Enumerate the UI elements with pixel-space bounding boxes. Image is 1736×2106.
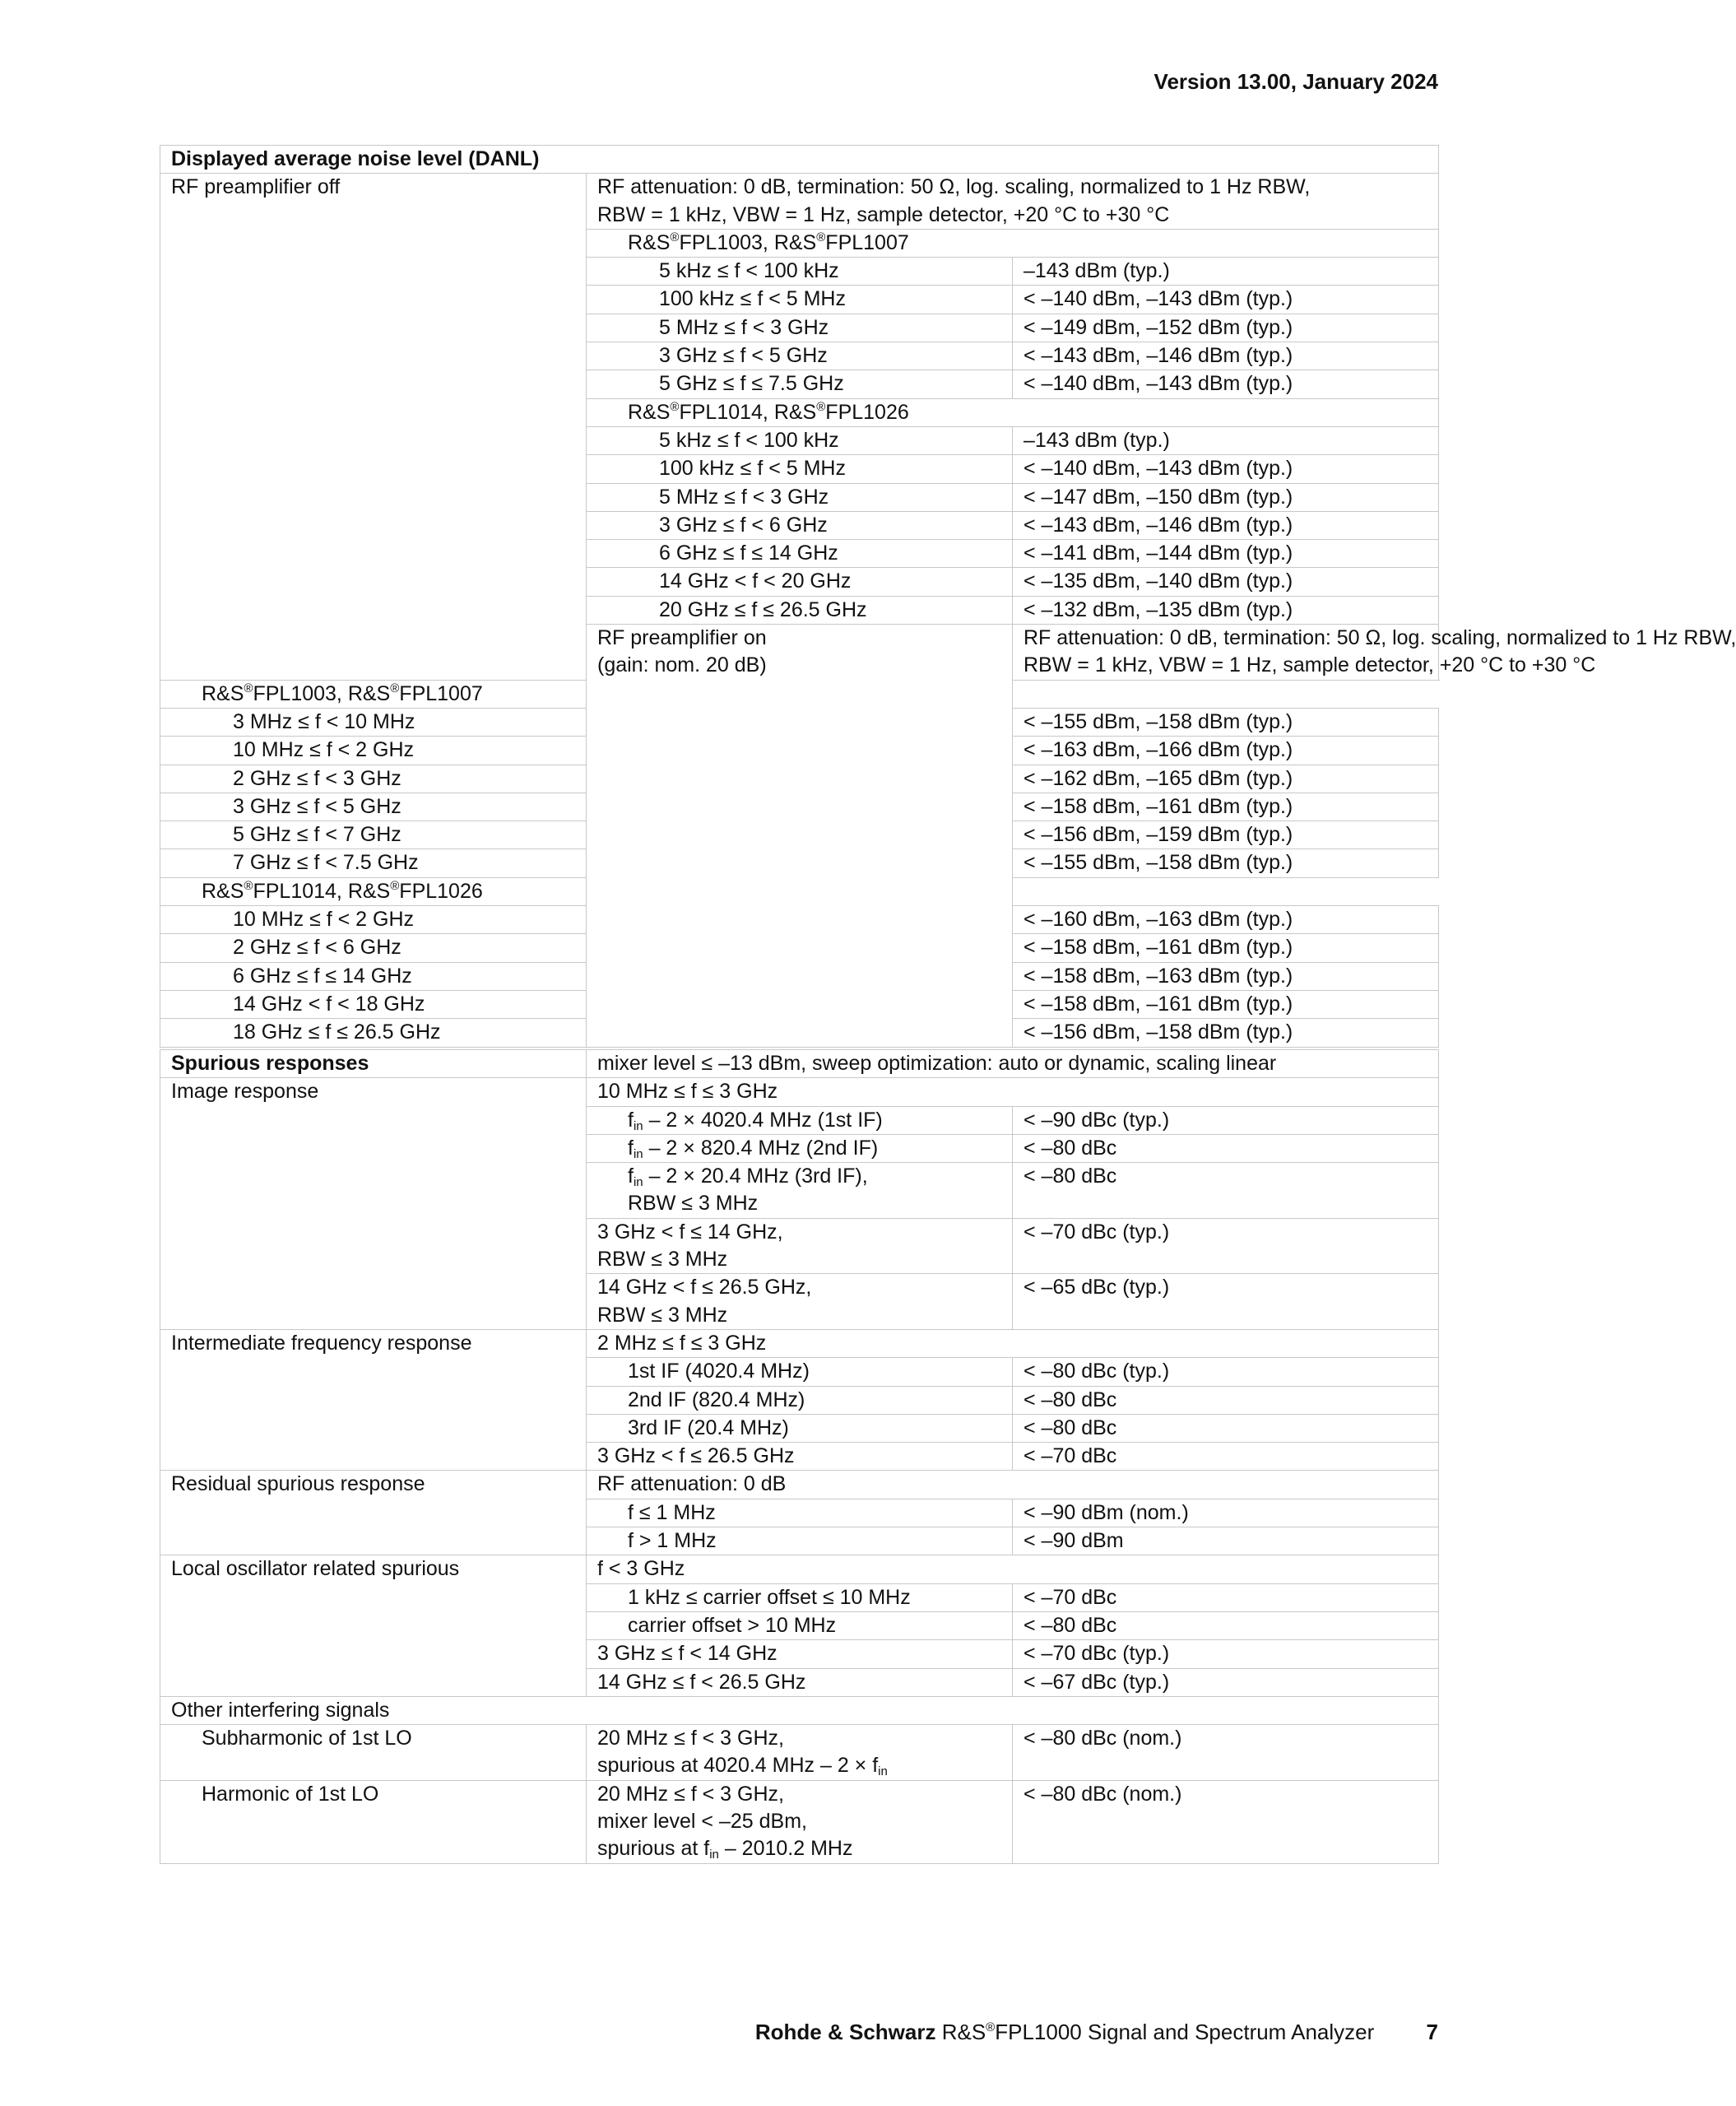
range-cell: 6 GHz ≤ f ≤ 14 GHz	[587, 540, 1013, 568]
range-cell: 20 MHz ≤ f < 3 GHz, spurious at 4020.4 MHz – $2 \times f_{in}$	[587, 1725, 1013, 1781]
value-cell: < –90 dBm	[1013, 1527, 1439, 1555]
preamp-on-label: RF preamplifier on (gain: nom. 20 dB)	[587, 625, 1013, 1047]
value-cell: < –80 dBc	[1013, 1386, 1439, 1414]
range-cell: 1 kHz ≤ carrier offset ≤ 10 MHz	[587, 1583, 1013, 1611]
range-cell: 10 MHz ≤ f < 2 GHz	[160, 906, 587, 934]
value-cell: < –80 dBc	[1013, 1414, 1439, 1442]
value-cell: < –149 dBm, –152 dBm (typ.)	[1013, 314, 1439, 342]
value-cell: < –147 dBm, –150 dBm (typ.)	[1013, 483, 1439, 511]
subharmonic-label: Subharmonic of 1st LO	[160, 1725, 587, 1781]
value-cell: < –162 dBm, –165 dBm (typ.)	[1013, 765, 1439, 793]
value-cell: –143 dBm (typ.)	[1013, 426, 1439, 454]
value-cell: < –65 dBc (typ.)	[1013, 1274, 1439, 1330]
value-cell: < –70 dBc	[1013, 1443, 1439, 1471]
value-cell: < –155 dBm, –158 dBm (typ.)	[1013, 849, 1439, 877]
value-cell: < –80 dBc (nom.)	[1013, 1725, 1439, 1781]
value-cell: < –67 dBc (typ.)	[1013, 1668, 1439, 1696]
value-cell: < –155 dBm, –158 dBm (typ.)	[1013, 708, 1439, 736]
range-cell: 7 GHz ≤ f < 7.5 GHz	[160, 849, 587, 877]
range-cell: 3 GHz < f ≤ 26.5 GHz	[587, 1443, 1013, 1471]
range-cell: 2nd IF (820.4 MHz)	[587, 1386, 1013, 1414]
model-group-label: R&S®FPL1003, R&S®FPL1007	[587, 229, 1439, 257]
value-cell: < –158 dBm, –161 dBm (typ.)	[1013, 793, 1439, 821]
page-number: 7	[1426, 2020, 1438, 2044]
value-cell: < –80 dBc	[1013, 1163, 1439, 1219]
footer-product: R&S®FPL1000 Signal and Spectrum Analyzer	[941, 2020, 1375, 2044]
table-row	[160, 1696, 1439, 1724]
preamp-on-conditions: RF attenuation: 0 dB, termination: 50 Ω, log. scaling, normalized to 1 Hz RBW, RBW = 1 kHz, VBW = 1 Hz, sample detector, +20 °C to +30 °C	[1013, 625, 1439, 681]
other-interfering-label: Other interfering signals	[160, 1696, 1439, 1724]
range-cell: 1st IF (4020.4 MHz)	[587, 1358, 1013, 1386]
value-cell: < –158 dBm, –161 dBm (typ.)	[1013, 934, 1439, 962]
image-response-label: Image response	[160, 1078, 587, 1330]
range-cell: 3rd IF (20.4 MHz)	[587, 1414, 1013, 1442]
range-cell: $f_{in} - 2 \times 4020.4$ MHz (1st IF)	[587, 1106, 1013, 1134]
value-cell: < –160 dBm, –163 dBm (typ.)	[1013, 906, 1439, 934]
table-row	[160, 1050, 1439, 1078]
range-cell: $f_{in} - 2 \times 820.4$ MHz (2nd IF)	[587, 1134, 1013, 1162]
range-cell: 5 MHz ≤ f < 3 GHz	[587, 483, 1013, 511]
range-cell: 3 GHz ≤ f < 14 GHz	[587, 1640, 1013, 1668]
page-footer	[755, 2020, 1438, 2045]
range-cell: f ≤ 1 MHz	[587, 1499, 1013, 1527]
range-cell: 10 MHz ≤ f ≤ 3 GHz	[587, 1078, 1439, 1106]
value-cell: < –158 dBm, –163 dBm (typ.)	[1013, 962, 1439, 990]
table-row	[160, 877, 1439, 905]
value-cell: < –156 dBm, –159 dBm (typ.)	[1013, 821, 1439, 849]
preamp-off-label: RF preamplifier off	[160, 174, 587, 680]
range-cell: 5 kHz ≤ f < 100 kHz	[587, 426, 1013, 454]
model-group-label: R&S®FPL1003, R&S®FPL1007	[160, 680, 1013, 708]
if-response-label: Intermediate frequency response	[160, 1329, 587, 1470]
table-row	[160, 1078, 1439, 1106]
danl-title: Displayed average noise level (DANL)	[160, 146, 1439, 174]
value-cell: < –80 dBc	[1013, 1611, 1439, 1639]
value-cell: < –70 dBc (typ.)	[1013, 1218, 1439, 1274]
range-cell: 2 MHz ≤ f ≤ 3 GHz	[587, 1329, 1439, 1357]
range-cell: 5 GHz ≤ f < 7 GHz	[160, 821, 587, 849]
value-cell: < –163 dBm, –166 dBm (typ.)	[1013, 737, 1439, 765]
value-cell: < –80 dBc (typ.)	[1013, 1358, 1439, 1386]
table-row	[160, 1555, 1439, 1583]
value-cell: < –141 dBm, –144 dBm (typ.)	[1013, 540, 1439, 568]
table-row	[160, 1471, 1439, 1499]
value-cell: < –140 dBm, –143 dBm (typ.)	[1013, 286, 1439, 314]
range-cell: 3 GHz ≤ f < 5 GHz	[160, 793, 587, 821]
range-cell: 6 GHz ≤ f ≤ 14 GHz	[160, 962, 587, 990]
range-cell: 5 GHz ≤ f ≤ 7.5 GHz	[587, 370, 1013, 398]
range-cell: 14 GHz < f < 20 GHz	[587, 568, 1013, 596]
danl-table	[160, 145, 1736, 1048]
value-cell: < –90 dBm (nom.)	[1013, 1499, 1439, 1527]
spurious-title: Spurious responses	[160, 1050, 587, 1078]
value-cell: –143 dBm (typ.)	[1013, 258, 1439, 286]
range-cell: 20 MHz ≤ f < 3 GHz, mixer level < –25 dBm, spurious at $f_{in} - 2010.2$ MHz	[587, 1780, 1013, 1863]
model-group-label: R&S®FPL1014, R&S®FPL1026	[587, 398, 1439, 426]
table-row	[160, 1725, 1439, 1781]
range-cell: carrier offset > 10 MHz	[587, 1611, 1013, 1639]
spurious-table	[160, 1049, 1439, 1864]
range-cell: 5 kHz ≤ f < 100 kHz	[587, 258, 1013, 286]
version-header: Version 13.00, January 2024	[1153, 69, 1438, 94]
range-cell: 3 GHz ≤ f < 6 GHz	[587, 511, 1013, 539]
value-cell: < –80 dBc (nom.)	[1013, 1780, 1439, 1863]
value-cell: < –80 dBc	[1013, 1134, 1439, 1162]
range-cell: 5 MHz ≤ f < 3 GHz	[587, 314, 1013, 342]
footer-brand: Rohde & Schwarz	[754, 2020, 936, 2044]
value-cell: < –90 dBc (typ.)	[1013, 1106, 1439, 1134]
range-cell: 14 GHz < f < 18 GHz	[160, 990, 587, 1018]
value-cell: < –140 dBm, –143 dBm (typ.)	[1013, 455, 1439, 483]
lo-spurious-label: Local oscillator related spurious	[160, 1555, 587, 1696]
value-cell: < –143 dBm, –146 dBm (typ.)	[1013, 511, 1439, 539]
residual-spurious-label: Residual spurious response	[160, 1471, 587, 1555]
range-cell: 2 GHz ≤ f < 6 GHz	[160, 934, 587, 962]
value-cell: < –156 dBm, –158 dBm (typ.)	[1013, 1019, 1439, 1047]
range-cell: 100 kHz ≤ f < 5 MHz	[587, 455, 1013, 483]
table-row	[160, 1780, 1439, 1863]
spurious-conditions: mixer level ≤ –13 dBm, sweep optimization: auto or dynamic, scaling linear	[587, 1050, 1439, 1078]
harmonic-label: Harmonic of 1st LO	[160, 1780, 587, 1863]
table-row	[160, 680, 1439, 708]
range-cell: 14 GHz ≤ f < 26.5 GHz	[587, 1668, 1013, 1696]
range-cell: $f_{in} - 2 \times 20.4$ MHz (3rd IF), RBW ≤ 3 MHz	[587, 1163, 1013, 1219]
range-cell: RF attenuation: 0 dB	[587, 1471, 1439, 1499]
range-cell: f > 1 MHz	[587, 1527, 1013, 1555]
table-row	[160, 1329, 1439, 1357]
value-cell: < –70 dBc (typ.)	[1013, 1640, 1439, 1668]
table-row	[160, 146, 1439, 174]
range-cell: 3 GHz < f ≤ 14 GHz, RBW ≤ 3 MHz	[587, 1218, 1013, 1274]
preamp-off-conditions: RF attenuation: 0 dB, termination: 50 Ω, log. scaling, normalized to 1 Hz RBW, RBW = 1 kHz, VBW = 1 Hz, sample detector, +20 °C to +30 °C	[587, 174, 1439, 230]
range-cell: 18 GHz ≤ f ≤ 26.5 GHz	[160, 1019, 587, 1047]
range-cell: 3 MHz ≤ f < 10 MHz	[160, 708, 587, 736]
range-cell: 20 GHz ≤ f ≤ 26.5 GHz	[587, 596, 1013, 624]
value-cell: < –132 dBm, –135 dBm (typ.)	[1013, 596, 1439, 624]
value-cell: < –140 dBm, –143 dBm (typ.)	[1013, 370, 1439, 398]
value-cell: < –70 dBc	[1013, 1583, 1439, 1611]
range-cell: f < 3 GHz	[587, 1555, 1439, 1583]
value-cell: < –135 dBm, –140 dBm (typ.)	[1013, 568, 1439, 596]
range-cell: 14 GHz < f ≤ 26.5 GHz, RBW ≤ 3 MHz	[587, 1274, 1013, 1330]
range-cell: 10 MHz ≤ f < 2 GHz	[160, 737, 587, 765]
table-row	[160, 174, 1439, 230]
range-cell: 100 kHz ≤ f < 5 MHz	[587, 286, 1013, 314]
model-group-label: R&S®FPL1014, R&S®FPL1026	[160, 877, 1013, 905]
value-cell: < –158 dBm, –161 dBm (typ.)	[1013, 990, 1439, 1018]
value-cell: < –143 dBm, –146 dBm (typ.)	[1013, 342, 1439, 370]
range-cell: 2 GHz ≤ f < 3 GHz	[160, 765, 587, 793]
range-cell: 3 GHz ≤ f < 5 GHz	[587, 342, 1013, 370]
